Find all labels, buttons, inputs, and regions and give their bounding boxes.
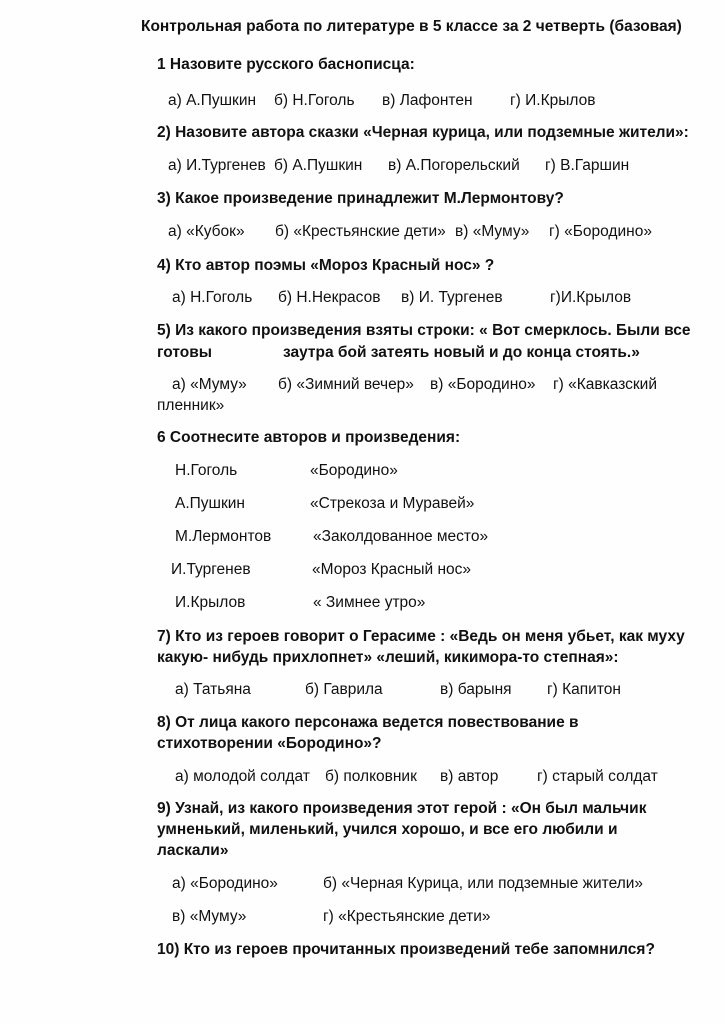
q5-option-d: г) «Кавказский bbox=[553, 376, 657, 393]
q3-option-a: а) «Кубок» bbox=[168, 223, 245, 240]
question-9-line-2: умненький, миленький, учился хорошо, и все его любили и bbox=[157, 821, 618, 838]
q1-option-b: б) Н.Гоголь bbox=[274, 92, 355, 109]
document-title: Контрольная работа по литературе в 5 классе за 2 четверть (базовая) bbox=[141, 18, 682, 35]
q8-option-a: а) молодой солдат bbox=[175, 768, 310, 785]
q1-option-a: а) А.Пушкин bbox=[168, 92, 257, 109]
q6-author-4: И.Тургенев bbox=[171, 561, 251, 578]
q6-author-2: А.Пушкин bbox=[175, 495, 245, 512]
q8-option-d: г) старый солдат bbox=[537, 768, 658, 785]
q4-option-a: а) Н.Гоголь bbox=[172, 289, 253, 306]
q2-option-a: а) И.Тургенев bbox=[168, 157, 266, 174]
question-1: 1 Назовите русского баснописца: bbox=[157, 56, 415, 73]
q5-option-d-cont: пленник» bbox=[157, 397, 225, 414]
q3-option-c: в) «Муму» bbox=[455, 223, 530, 240]
question-5-line-2a: готовы bbox=[157, 344, 212, 361]
q6-author-1: Н.Гоголь bbox=[175, 462, 238, 479]
q8-option-b: б) полковник bbox=[325, 768, 417, 785]
q5-option-b: б) «Зимний вечер» bbox=[278, 376, 414, 393]
q6-author-3: М.Лермонтов bbox=[175, 528, 272, 545]
q6-work-5: « Зимнее утро» bbox=[313, 594, 426, 611]
question-6: 6 Соотнесите авторов и произведения: bbox=[157, 429, 461, 446]
question-7-line-1: 7) Кто из героев говорит о Герасиме : «Ведь он меня убьет, как муху bbox=[157, 628, 685, 645]
q2-option-b: б) А.Пушкин bbox=[274, 157, 363, 174]
q4-option-d: г)И.Крылов bbox=[550, 289, 632, 306]
q3-option-b: б) «Крестьянские дети» bbox=[275, 223, 446, 240]
question-4: 4) Кто автор поэмы «Мороз Красный нос» ? bbox=[157, 257, 495, 274]
q8-option-c: в) автор bbox=[440, 768, 499, 785]
q7-option-d: г) Капитон bbox=[547, 681, 621, 698]
q4-option-b: б) Н.Некрасов bbox=[278, 289, 381, 306]
q9-option-a: а) «Бородино» bbox=[172, 875, 278, 892]
q5-option-c: в) «Бородино» bbox=[430, 376, 536, 393]
q9-option-d: г) «Крестьянские дети» bbox=[323, 908, 491, 925]
q3-option-d: г) «Бородино» bbox=[549, 223, 652, 240]
question-10: 10) Кто из героев прочитанных произведений тебе запомнился? bbox=[157, 941, 655, 958]
q2-option-c: в) А.Погорельский bbox=[388, 157, 520, 174]
q4-option-c: в) И. Тургенев bbox=[401, 289, 503, 306]
q1-option-c: в) Лафонтен bbox=[382, 92, 473, 109]
q6-work-2: «Стрекоза и Муравей» bbox=[310, 495, 475, 512]
q6-work-1: «Бородино» bbox=[310, 462, 398, 479]
q7-option-a: а) Татьяна bbox=[175, 681, 251, 698]
q7-option-b: б) Гаврила bbox=[305, 681, 383, 698]
question-3: 3) Какое произведение принадлежит М.Лермонтову? bbox=[157, 190, 564, 207]
question-9-line-3: ласкали» bbox=[157, 842, 229, 859]
question-5-line-1: 5) Из какого произведения взяты строки: « Вот смерклось. Были все bbox=[157, 322, 691, 339]
question-8-line-2: стихотворении «Бородино»? bbox=[157, 735, 382, 752]
question-5-line-2b: заутра бой затеять новый и до конца стоять.» bbox=[283, 344, 640, 361]
q6-work-4: «Мороз Красный нос» bbox=[312, 561, 472, 578]
q7-option-c: в) барыня bbox=[440, 681, 512, 698]
q9-option-c: в) «Муму» bbox=[172, 908, 247, 925]
q6-author-5: И.Крылов bbox=[175, 594, 246, 611]
q2-option-d: г) В.Гаршин bbox=[545, 157, 630, 174]
q1-option-d: г) И.Крылов bbox=[510, 92, 596, 109]
question-9-line-1: 9) Узнай, из какого произведения этот герой : «Он был мальчик bbox=[157, 800, 647, 817]
question-8-line-1: 8) От лица какого персонажа ведется повествование в bbox=[157, 714, 579, 731]
question-2: 2) Назовите автора сказки «Черная курица, или подземные жители»: bbox=[157, 124, 689, 141]
question-7-line-2: какую- нибудь прихлопнет» «леший, кикимора-то степная»: bbox=[157, 649, 619, 666]
q5-option-a: а) «Муму» bbox=[172, 376, 247, 393]
q9-option-b: б) «Черная Курица, или подземные жители» bbox=[323, 875, 644, 892]
q6-work-3: «Заколдованное место» bbox=[313, 528, 489, 545]
